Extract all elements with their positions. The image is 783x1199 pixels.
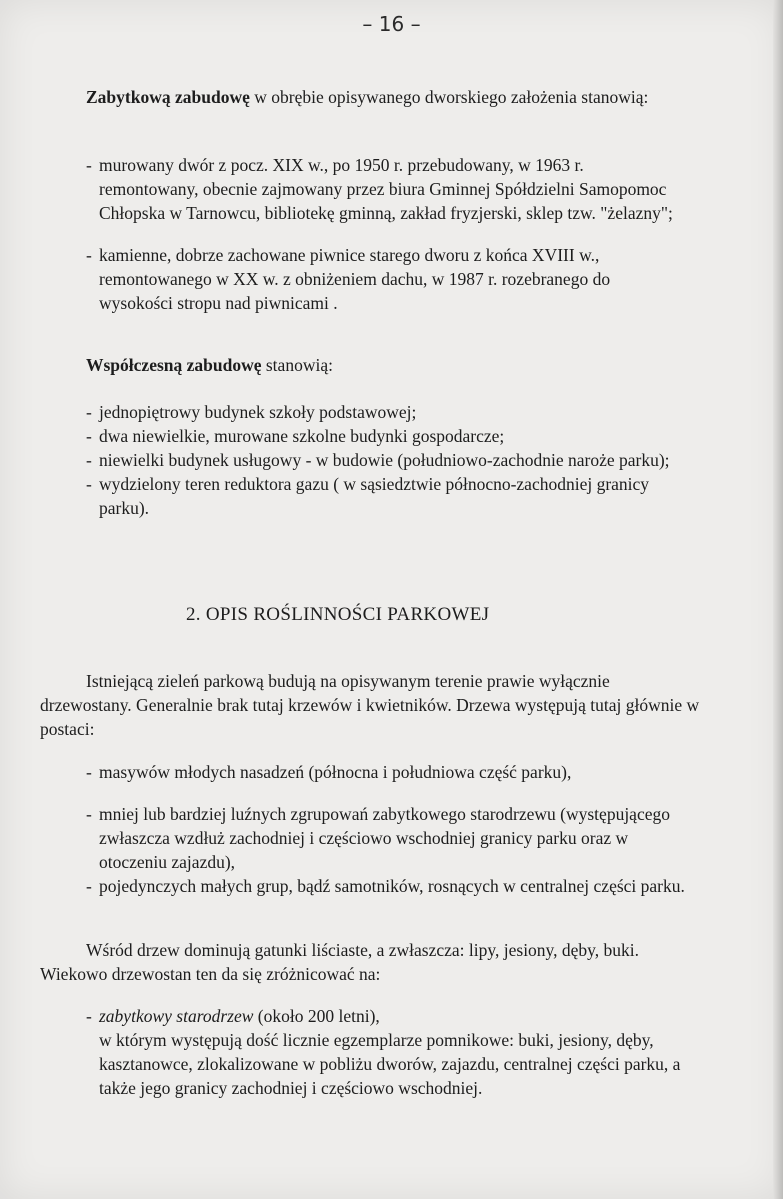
heading-text: stanowią: (261, 355, 333, 375)
modern-buildings-list (86, 400, 686, 520)
page-number: – 16 – (362, 12, 421, 36)
paragraph-species: Wśród drzew dominują gatunki liściaste, a zwłaszcza: lipy, jesiony, dęby, buki. Wiekowo drzewostan ten da się zróżnicować na: (40, 940, 640, 984)
list-item: - pojedynczych małych grup, bądź samotników, rosnących w centralnej części parku. (86, 874, 686, 898)
bold-term: Zabytkową zabudowę (86, 87, 250, 107)
modern-buildings-heading (86, 355, 333, 376)
bold-term: Współczesną zabudowę (86, 355, 262, 375)
tree-age-list (86, 1004, 686, 1100)
list-item: - niewielki budynek usługowy - w budowie (południowo-zachodnie naroże parku); (86, 448, 686, 472)
italic-term: zabytkowy starodrzew (99, 1006, 254, 1026)
page-edge-shadow (773, 0, 783, 1199)
list-item: - wydzielony teren reduktora gazu ( w sąsiedztwie północno-zachodniej granicy parku). (86, 472, 686, 520)
list-item: - mniej lub bardziej luźnych zgrupowań zabytkowego starodrzewu (występującego zwłaszcza wzdłuż zachodniej i częściowo wschodniej granicy parku oraz w otoczeniu zajazdu), (86, 802, 686, 874)
tree-forms-list (86, 760, 686, 898)
paragraph-greenery: Istniejącą zieleń parkową budują na opisywanym terenie prawie wyłącznie drzewostany. Generalnie brak tutaj krzewów i kwietników. Drzewa występują tutaj głównie w postaci: (40, 671, 700, 739)
paragraph-historic-buildings (40, 86, 700, 109)
list-item (86, 1004, 686, 1100)
historic-buildings-list (86, 153, 686, 315)
list-item: - jednopiętrowy budynek szkoły podstawowej; (86, 400, 686, 424)
item-text: (około 200 letni), (253, 1006, 380, 1026)
list-item: - masywów młodych nasadzeń (północna i południowa część parku), (86, 760, 686, 784)
list-item: - murowany dwór z pocz. XIX w., po 1950 r. przebudowany, w 1963 r. remontowany, obecnie zajmowany przez biura Gminnej Spółdzielni Samopomoc Chłopska w Tarnowcu, bibliotekę gminną, zakład fryzjerski, sklep tzw. "żelazny"; (86, 153, 686, 225)
section-title: 2. OPIS ROŚLINNOŚCI PARKOWEJ (186, 604, 490, 625)
list-item: - dwa niewielkie, murowane szkolne budynki gospodarcze; (86, 424, 686, 448)
list-item: - kamienne, dobrze zachowane piwnice starego dworu z końca XVIII w., remontowanego w XX w. z obniżeniem dachu, w 1987 r. rozebranego do wysokości stropu nad piwnicami . (86, 243, 686, 315)
item-continuation: w którym występują dość licznie egzemplarze pomnikowe: buki, jesiony, dęby, kasztanowce, zlokalizowane w pobliżu dworów, zajazdu, centralnej części parku, a także jego granicy zachodniej i częściowo wschodniej. (99, 1030, 681, 1098)
paragraph-text: w obrębie opisywanego dworskiego założenia stanowią: (249, 87, 649, 107)
